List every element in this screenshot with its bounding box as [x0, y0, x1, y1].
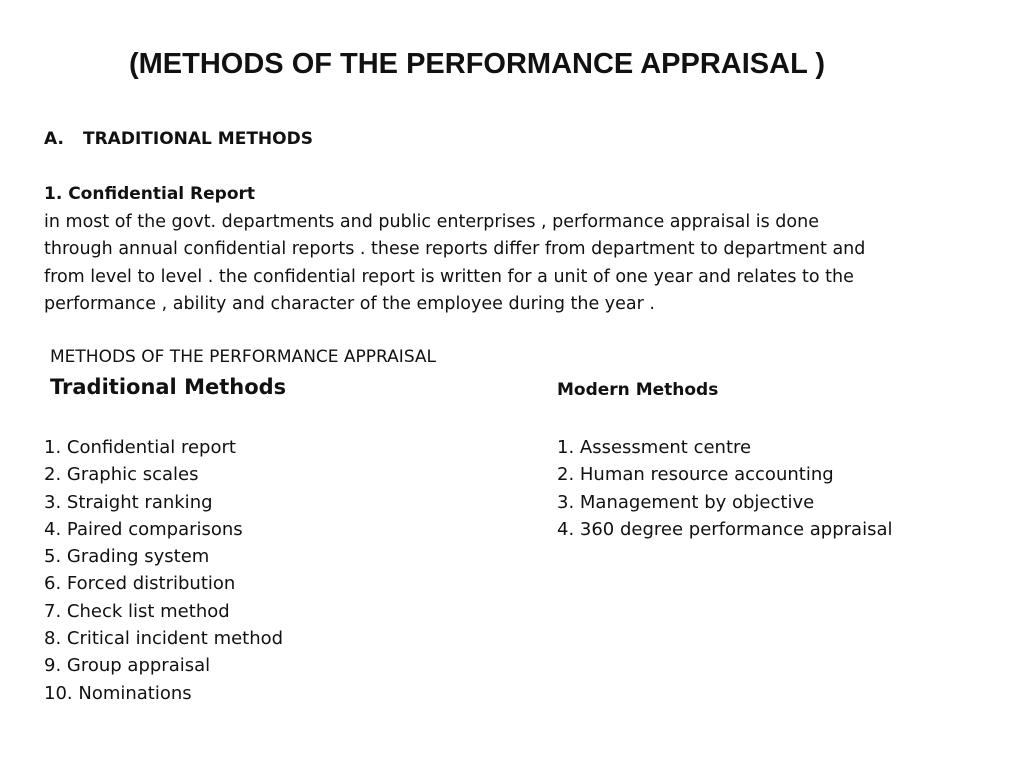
list-item: 9. Group appraisal — [44, 655, 211, 677]
modern-methods-heading: Modern Methods — [557, 380, 719, 400]
traditional-methods-heading: Traditional Methods — [50, 375, 287, 399]
paragraph-line: from level to level . the confidential report is written for a unit of one year and relates to the — [44, 266, 854, 287]
section-label: TRADITIONAL METHODS — [83, 129, 313, 149]
paragraph-line: performance , ability and character of the employee during the year . — [44, 293, 655, 314]
modern-methods-list — [557, 434, 893, 543]
list-item: 3. Management by objective — [557, 491, 815, 513]
confidential-report-paragraph — [44, 209, 865, 318]
paragraph-line: through annual confidential reports . these reports differ from department to department and — [44, 239, 866, 260]
list-item: 4. Paired comparisons — [44, 518, 243, 540]
slide-title: (METHODS OF THE PERFORMANCE APPRAISAL ) — [128, 48, 825, 80]
list-item: 4. 360 degree performance appraisal — [557, 518, 893, 540]
paragraph-line: in most of the govt. departments and public enterprises , performance appraisal is done — [44, 212, 819, 232]
confidential-report-heading: 1. Confidential Report — [44, 184, 256, 204]
section-marker: A. — [44, 129, 64, 149]
section-heading-traditional — [44, 129, 313, 149]
list-item: 8. Critical incident method — [44, 628, 284, 650]
methods-label: METHODS OF THE PERFORMANCE APPRAISAL — [50, 347, 437, 367]
traditional-methods-list — [44, 434, 283, 707]
list-item: 1. Assessment centre — [557, 437, 752, 458]
list-item: 1. Confidential report — [44, 437, 236, 458]
list-item: 3. Straight ranking — [44, 491, 213, 513]
list-item: 5. Grading system — [44, 546, 210, 568]
list-item: 2. Human resource accounting — [557, 464, 834, 486]
list-item: 7. Check list method — [44, 600, 230, 622]
list-item: 10. Nominations — [44, 682, 192, 704]
list-item: 6. Forced distribution — [44, 573, 236, 595]
list-item: 2. Graphic scales — [44, 464, 199, 486]
